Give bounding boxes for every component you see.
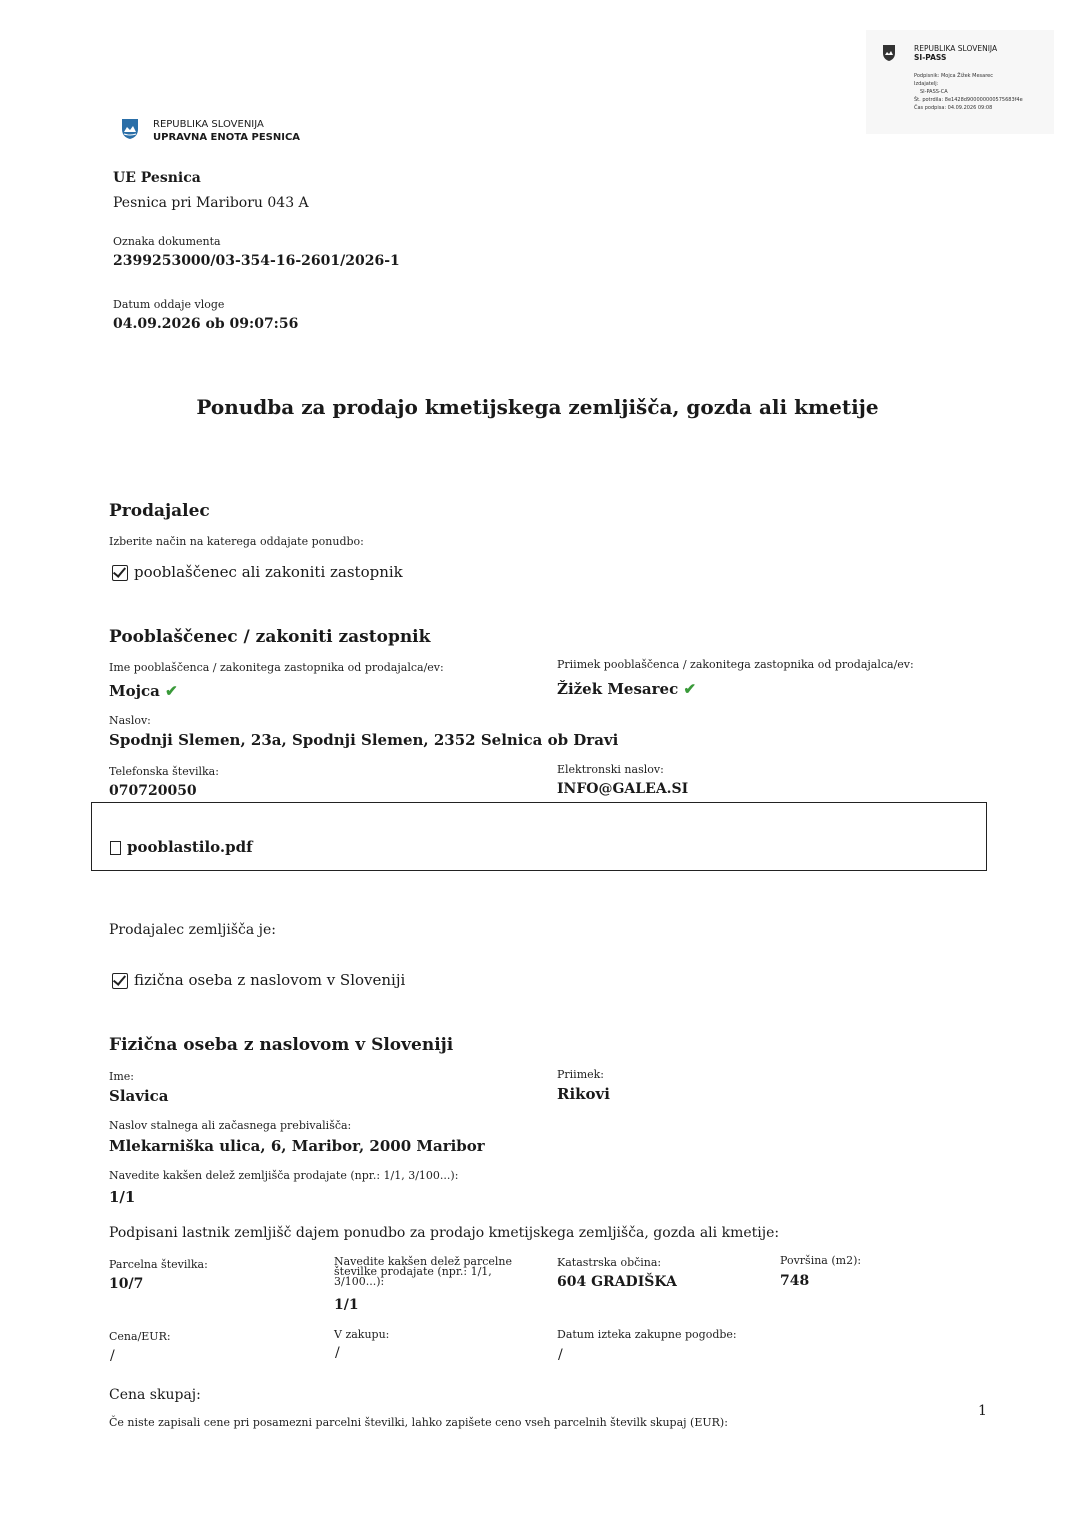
agent-first-value: Mojca — [109, 682, 160, 700]
page-number: 1 — [978, 1403, 987, 1419]
lease-value: / — [335, 1345, 340, 1361]
doc-date: 04.09.2026 ob 09:07:56 — [113, 316, 299, 332]
parcel-share-label: Navedite kakšen delež parcelne številke prodajate (npr.: 1/1, 3/100...): — [334, 1255, 513, 1288]
office-name: UE Pesnica — [113, 170, 201, 186]
seller-heading: Prodajalec — [109, 501, 210, 521]
agent-address-label: Naslov: — [109, 714, 151, 727]
checkbox-checked-icon — [112, 565, 128, 581]
stamp-cert: Št. potrdila: 8e1428d900000000575683f4e — [914, 97, 1023, 103]
owner-type-choice — [112, 971, 405, 989]
stamp-line1: REPUBLIKA SLOVENIJA — [914, 44, 998, 53]
lease-label: V zakupu: — [334, 1328, 390, 1341]
doc-ref-label: Oznaka dokumenta — [113, 235, 221, 248]
check-icon: ✔ — [165, 682, 178, 700]
stamp-line2: SI-PASS — [914, 53, 947, 62]
agent-last — [557, 680, 696, 698]
area-value: 748 — [780, 1273, 810, 1289]
coat-of-arms-icon — [121, 118, 139, 140]
doc-ref: 2399253000/03-354-16-2601/2026-1 — [113, 253, 400, 269]
agent-address: Spodnji Slemen, 23a, Spodnji Slemen, 2352 Selnica ob Dravi — [109, 731, 619, 749]
stamp-issuer-label: Izdajatelj: — [914, 81, 939, 87]
parcel-share-value: 1/1 — [334, 1297, 359, 1313]
person-share-label: Navedite kakšen delež zemljišča prodajate (npr.: 1/1, 3/100...): — [109, 1169, 459, 1182]
coat-of-arms-icon — [882, 44, 896, 62]
agent-heading: Pooblaščenec / zakoniti zastopnik — [109, 627, 431, 647]
person-share: 1/1 — [109, 1188, 136, 1206]
header-line1: REPUBLIKA SLOVENIJA — [153, 119, 264, 130]
lease-end-label: Datum izteka zakupne pogodbe: — [557, 1328, 737, 1341]
header-line2: UPRAVNA ENOTA PESNICA — [153, 132, 301, 143]
agent-email: INFO@GALEA.SI — [557, 781, 689, 797]
lease-end-value: / — [558, 1347, 563, 1363]
price-value: / — [110, 1348, 115, 1364]
attachment-file-name[interactable]: pooblastilo.pdf — [127, 838, 253, 856]
person-address-label: Naslov stalnega ali začasnega prebivališča: — [109, 1119, 352, 1132]
stamp-signer: Podpisnik: Mojca Žižek Mesarec — [914, 73, 993, 79]
check-icon: ✔ — [683, 680, 697, 698]
seller-choice — [112, 563, 403, 581]
total-price-note: Če niste zapisali cene pri posamezni parcelni številki, lahko zapišete ceno vseh parcelnih številk skupaj (EUR): — [109, 1416, 728, 1429]
agent-first — [109, 682, 178, 700]
checkbox-checked-icon — [112, 973, 128, 989]
seller-choice-text: pooblaščenec ali zakoniti zastopnik — [134, 563, 403, 581]
area-label: Površina (m2): — [780, 1254, 862, 1267]
person-heading: Fizična oseba z naslovom v Sloveniji — [109, 1035, 454, 1055]
agent-last-label: Priimek pooblaščenca / zakonitega zastopnika od prodajalca/ev: — [557, 658, 914, 671]
ko-value: 604 GRADIŠKA — [557, 1274, 677, 1290]
owner-type-label: Prodajalec zemljišča je: — [109, 922, 276, 938]
agent-email-label: Elektronski naslov: — [557, 763, 664, 776]
person-address: Mlekarniška ulica, 6, Maribor, 2000 Maribor — [109, 1137, 485, 1155]
parcel-label: Parcelna številka: — [109, 1258, 208, 1271]
agent-phone: 070720050 — [109, 783, 197, 799]
agent-first-label: Ime pooblaščenca / zakonitega zastopnika od prodajalca/ev: — [109, 661, 444, 674]
person-last: Rikovi — [557, 1085, 610, 1103]
office-address: Pesnica pri Mariboru 043 A — [113, 195, 309, 211]
doc-date-label: Datum oddaje vloge — [113, 298, 225, 311]
person-first-label: Ime: — [109, 1070, 134, 1083]
attachment-file[interactable] — [110, 838, 253, 856]
signature-stamp — [866, 30, 1054, 134]
parcel-value: 10/7 — [109, 1276, 144, 1292]
agent-phone-label: Telefonska številka: — [109, 765, 219, 778]
attachment-box — [91, 802, 987, 871]
total-price-label: Cena skupaj: — [109, 1387, 201, 1403]
stamp-time: Čas podpisa: 04.09.2026 09:08 — [914, 105, 993, 111]
seller-choose-label: Izberite način na katerega oddajate ponudbo: — [109, 535, 364, 548]
person-last-label: Priimek: — [557, 1068, 605, 1081]
ko-label: Katastrska občina: — [557, 1256, 662, 1269]
price-label: Cena/EUR: — [109, 1330, 171, 1343]
page-title: Ponudba za prodajo kmetijskega zemljišča, gozda ali kmetije — [196, 395, 879, 419]
agent-last-value: Žižek Mesarec — [557, 680, 679, 698]
file-icon — [110, 841, 121, 855]
offer-statement: Podpisani lastnik zemljišč dajem ponudbo za prodajo kmetijskega zemljišča, gozda ali kmetije: — [109, 1225, 780, 1241]
owner-type-choice-text: fizična oseba z naslovom v Sloveniji — [134, 971, 406, 989]
stamp-issuer: SI-PASS-CA — [920, 89, 948, 95]
person-first: Slavica — [109, 1087, 169, 1105]
